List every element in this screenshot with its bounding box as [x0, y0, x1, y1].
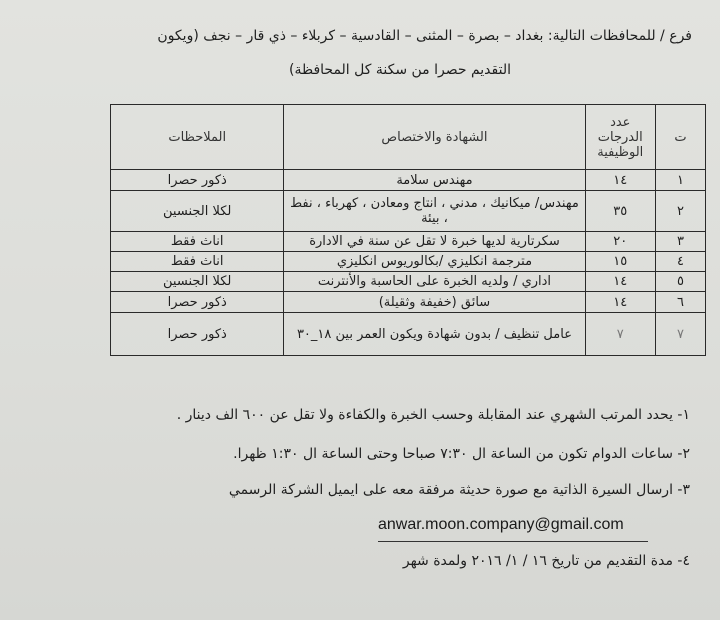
email-underline — [378, 541, 648, 542]
row-notes: اناث فقط — [111, 252, 284, 272]
row-notes: اناث فقط — [111, 232, 284, 252]
row-number: ١ — [655, 170, 705, 191]
header-branch-line: فرع / للمحافظات التالية: بغداد – بصرة – المثنى – القادسية – كربلاء – ذي قار – نجف (ويكون — [157, 28, 692, 44]
row-number: ٣ — [655, 232, 705, 252]
header-residency-line: التقديم حصرا من سكنة كل المحافظة) — [289, 62, 511, 78]
table-header-row — [111, 105, 706, 170]
row-job-count: ٣٥ — [585, 191, 655, 232]
table-row — [111, 292, 706, 313]
header-job-count: عدد الدرجات الوظيفية — [585, 105, 655, 170]
row-job-count: ١٤ — [585, 272, 655, 292]
row-certificate: سائق (خفيفة وثقيلة) — [284, 292, 585, 313]
row-certificate: مترجمة انكليزي /بكالوريوس انكليزي — [284, 252, 585, 272]
note-salary: ١- يحدد المرتب الشهري عند المقابلة وحسب الخبرة والكفاءة ولا تقل عن ٦٠٠ الف دينار . — [176, 407, 690, 423]
table-row — [111, 252, 706, 272]
row-certificate: سكرتارية لديها خبرة لا تقل عن سنة في الادارة — [284, 232, 585, 252]
row-number: ٦ — [655, 292, 705, 313]
row-notes: لكلا الجنسين — [111, 272, 284, 292]
row-certificate: مهندس/ ميكانيك ، مدني ، انتاج ومعادن ، كهرباء ، نفط ، بيئة — [284, 191, 585, 232]
table-row — [111, 232, 706, 252]
row-number: ٢ — [655, 191, 705, 232]
row-job-count: ١٤ — [585, 292, 655, 313]
header-number: ت — [655, 105, 705, 170]
row-number: ٧ — [655, 313, 705, 356]
row-number: ٤ — [655, 252, 705, 272]
note-application-period: ٤- مدة التقديم من تاريخ ١٦ / ١/ ٢٠١٦ ولمدة شهر — [402, 553, 690, 569]
row-notes: ذكور حصرا — [111, 170, 284, 191]
table-row — [111, 272, 706, 292]
row-number: ٥ — [655, 272, 705, 292]
table-row — [111, 313, 706, 356]
header-certificate: الشهادة والاختصاص — [284, 105, 585, 170]
header-notes: الملاحظات — [111, 105, 284, 170]
jobs-table — [110, 104, 706, 356]
note-send-cv: ٣- ارسال السيرة الذاتية مع صورة حديثة مرفقة معه على ايميل الشركة الرسمي — [228, 482, 690, 498]
row-job-count: ١٥ — [585, 252, 655, 272]
row-job-count: ٢٠ — [585, 232, 655, 252]
row-notes: لكلا الجنسين — [111, 191, 284, 232]
note-working-hours: ٢- ساعات الدوام تكون من الساعة ال ٧:٣٠ صباحا وحتى الساعة ال ١:٣٠ ظهرا. — [233, 446, 690, 462]
company-email-link[interactable]: anwar.moon.company@gmail.com — [378, 516, 624, 533]
row-certificate: عامل تنظيف / بدون شهادة ويكون العمر بين ١٨_٣٠ — [284, 313, 585, 356]
table-row — [111, 170, 706, 191]
row-certificate: اداري / ولديه الخبرة على الحاسبة والأنترنت — [284, 272, 585, 292]
row-certificate: مهندس سلامة — [284, 170, 585, 191]
row-job-count: ١٤ — [585, 170, 655, 191]
row-job-count: ٧ — [585, 313, 655, 356]
row-notes: ذكور حصرا — [111, 292, 284, 313]
table-row — [111, 191, 706, 232]
row-notes: ذكور حصرا — [111, 313, 284, 356]
